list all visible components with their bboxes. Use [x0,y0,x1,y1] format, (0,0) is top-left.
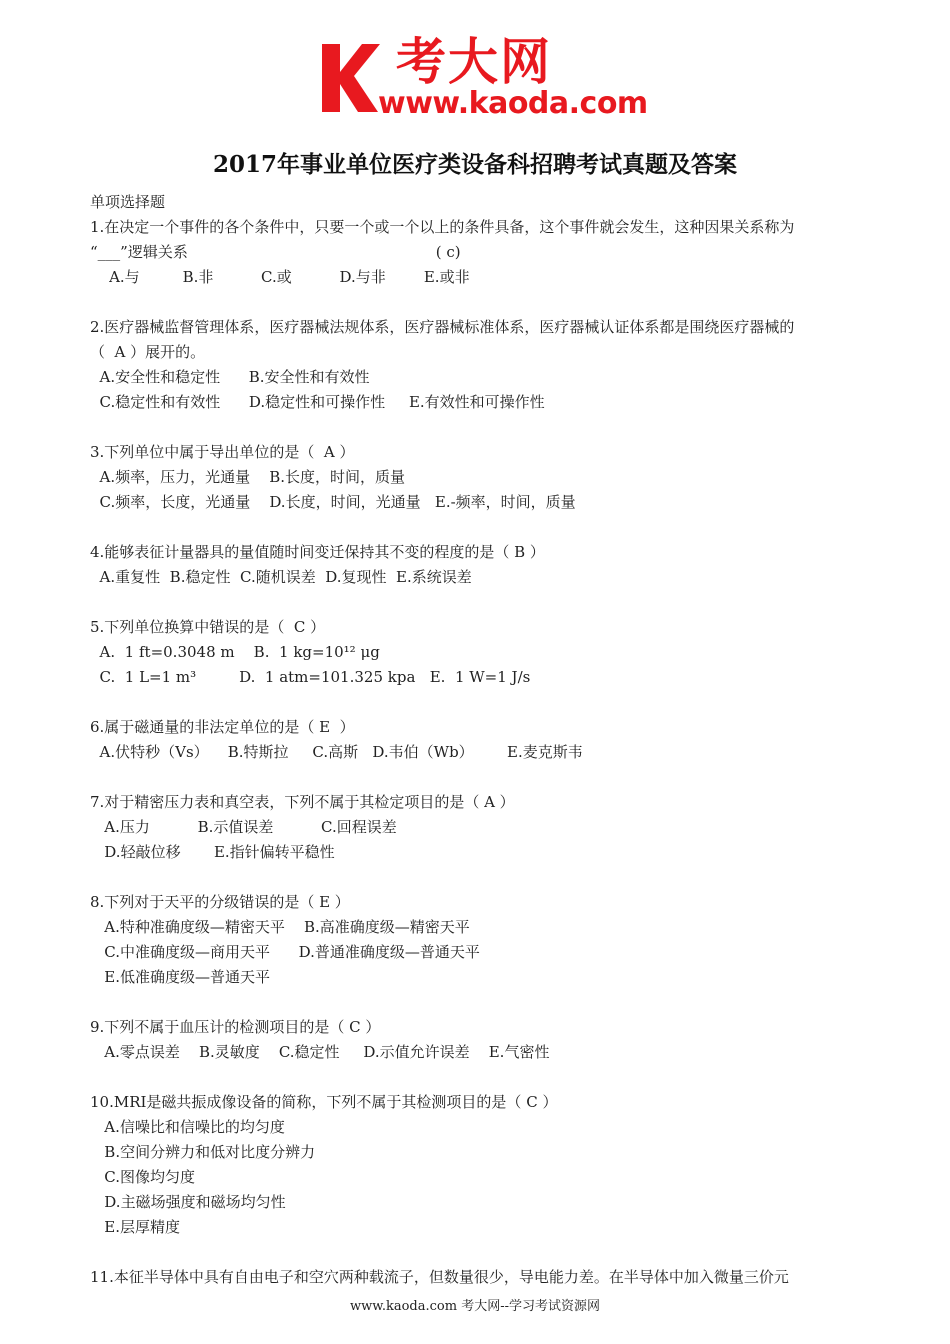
k-logo-icon [318,38,382,116]
text-line: A.频率，压力，光通量 B.长度，时间，质量 [90,468,406,486]
text-line: C.稳定性和有效性 D.稳定性和可操作性 E.有效性和可操作性 [90,393,545,411]
text-line: 4.能够表征计量器具的量值随时间变迁保持其不变的程度的是（ B ） [90,543,545,561]
text-line: 6.属于磁通量的非法定单位的是（ E ） [90,718,355,736]
text-line: E.层厚精度 [90,1218,181,1236]
text-line: 9.下列不属于血压计的检测项目的是（ C ） [90,1018,381,1036]
text-line: 1.在决定一个事件的各个条件中，只要一个或一个以上的条件具备，这个事件就会发生，这种因果关系称为 [90,218,795,236]
blank-line [90,990,870,1015]
site-logo[interactable] [318,33,648,124]
text-line: （ A ）展开的。 [90,343,206,361]
logo-url: www.kaoda.com [378,86,648,121]
text-line: A.伏特秒（Vs） B.特斯拉 C.高斯 D.韦伯（Wb） E.麦克斯韦 [90,743,583,761]
blank-line [90,765,870,790]
text-line: E.低准确度级—普通天平 [90,968,271,986]
text-line: 2.医疗器械监督管理体系，医疗器械法规体系，医疗器械标准体系，医疗器械认证体系都是围绕医疗器械的 [90,318,795,336]
text-line: C.频率，长度，光通量 D.长度，时间，光通量 E.-频率，时间，质量 [90,493,576,511]
logo-chinese-name: 考大网 [396,33,552,91]
text-line: 5.下列单位换算中错误的是（ C ） [90,618,326,636]
text-line: 10.MRI是磁共振成像设备的简称，下列不属于其检测项目的是（ C ） [90,1093,558,1111]
text-line: C.中准确度级—商用天平 D.普通准确度级—普通天平 [90,943,480,961]
blank-line [90,690,870,715]
text-line: A.信噪比和信噪比的均匀度 [90,1118,285,1136]
text-line: D.主磁场强度和磁场均匀性 [90,1193,286,1211]
text-line: C.图像均匀度 [90,1168,196,1186]
blank-line [90,590,870,615]
text-line: 11.本征半导体中具有自由电子和空穴两种载流子，但数量很少，导电能力差。在半导体中加入微量三价元 [90,1268,789,1286]
blank-line [90,1240,870,1265]
blank-line [90,290,870,315]
text-line: D.轻敲位移 E.指针偏转平稳性 [90,843,335,861]
text-line: A.安全性和稳定性 B.安全性和有效性 [90,368,370,386]
blank-line [90,515,870,540]
text-line: A.压力 B.示值误差 C.回程误差 [90,818,397,836]
text-line: B.空间分辨力和低对比度分辨力 [90,1143,316,1161]
blank-line [90,415,870,440]
document-title: 2017年事业单位医疗类设备科招聘考试真题及答案 [212,151,737,178]
text-line: 7.对于精密压力表和真空表，下列不属于其检定项目的是（ A ） [90,793,515,811]
text-line: C. 1 L=1 m³ D. 1 atm=101.325 kpa E. 1 W=1 J/s [90,668,531,686]
question-list [90,190,870,1290]
text-line: 8.下列对于天平的分级错误的是（ E ） [90,893,350,911]
text-line: A.重复性 B.稳定性 C.随机误差 D.复现性 E.系统误差 [90,568,472,586]
text-line: A.特种准确度级—精密天平 B.高准确度级—精密天平 [90,918,470,936]
page-footer: www.kaoda.com 考大网--学习考试资源网 [350,1299,600,1314]
text-line: A. 1 ft=0.3048 m B. 1 kg=10¹² μg [90,643,380,661]
blank-line [90,1065,870,1090]
blank-line [90,865,870,890]
text-line: 单项选择题 [90,193,166,211]
text-line: 3.下列单位中属于导出单位的是（ A ） [90,443,355,461]
text-line: A.与 B.非 C.或 D.与非 E.或非 [90,268,470,286]
text-line: “___”逻辑关系 ( c) [90,243,461,261]
text-line: A.零点误差 B.灵敏度 C.稳定性 D.示值允许误差 E.气密性 [90,1043,550,1061]
